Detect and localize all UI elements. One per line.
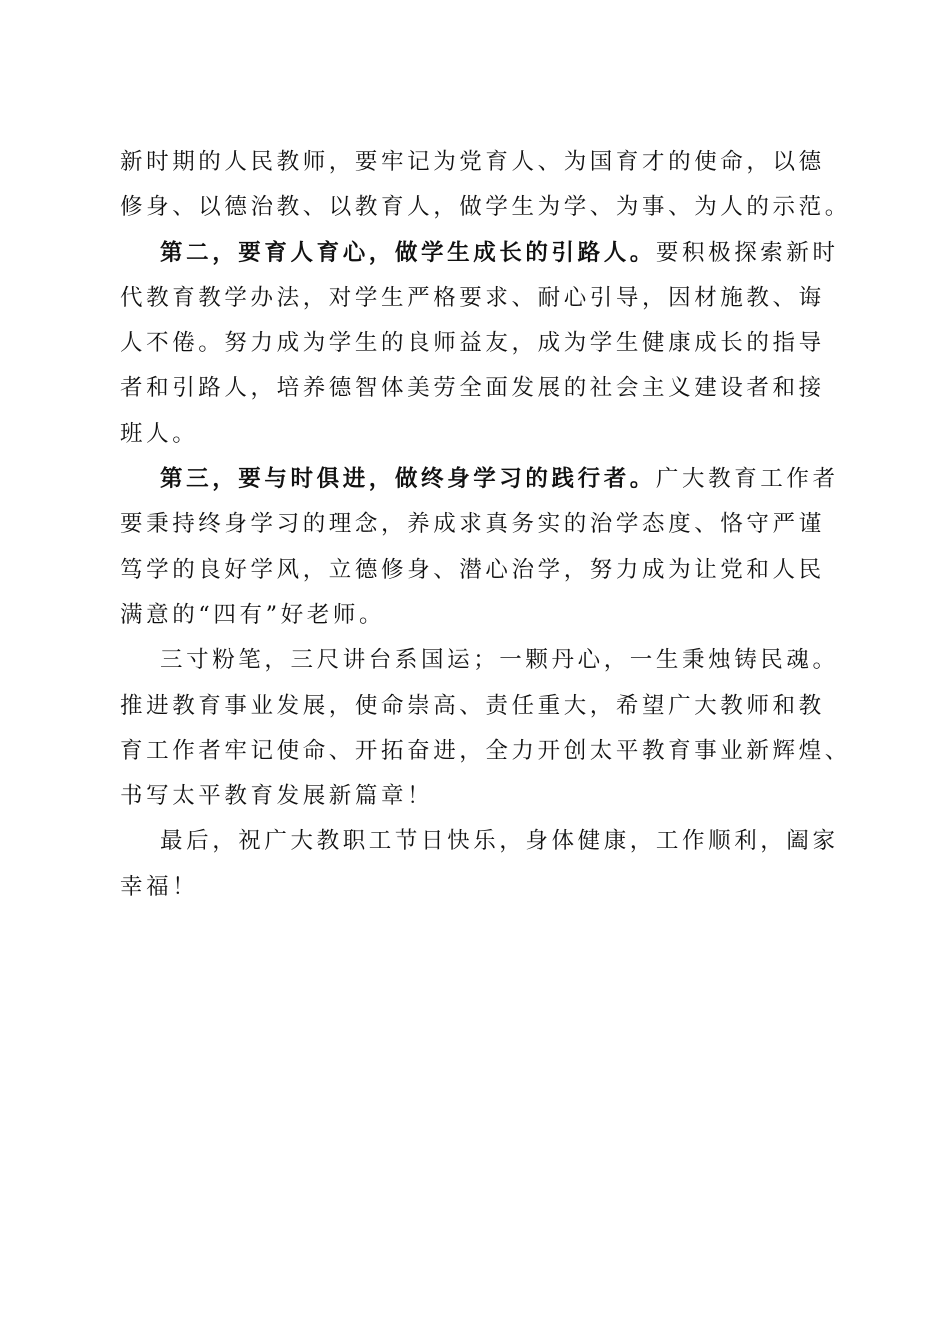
document-body bbox=[120, 140, 851, 910]
text-line: 者和引路人，培养德智体美劳全面发展的社会主义建设者和接 bbox=[120, 375, 825, 402]
text-line: 三寸粉笔，三尺讲台系国运；一颗丹心，一生秉烛铸民魂。 bbox=[160, 647, 839, 674]
third-point-text: 广大教育工作者 bbox=[655, 466, 839, 493]
text-line: 代教育教学办法，对学生严格要求、耐心引导，因材施教、诲 bbox=[120, 284, 825, 311]
text-line: 新时期的人民教师，要牢记为党育人、为国育才的使命，以德 bbox=[120, 149, 825, 175]
text-line: 班人。 bbox=[120, 420, 199, 447]
text-line: 书写太平教育发展新篇章！ bbox=[120, 783, 434, 810]
text-line: 修身、以德治教、以教育人，做学生为学、为事、为人的示范。 bbox=[120, 194, 851, 221]
second-point-text: 要积极探索新时 bbox=[655, 239, 839, 266]
text-line: 最后，祝广大教职工节日快乐，身体健康，工作顺利，阖家 bbox=[160, 828, 839, 855]
text-line: 要秉持终身学习的理念，养成求真务实的治学态度、恪守严谨 bbox=[120, 511, 825, 538]
text-line: 人不倦。努力成为学生的良师益友，成为学生健康成长的指导 bbox=[120, 330, 825, 357]
second-point-heading: 第二，要育人育心，做学生成长的引路人。 bbox=[160, 239, 656, 266]
paragraph-second-point-first-line bbox=[120, 231, 840, 276]
text-line: 幸福！ bbox=[120, 873, 199, 900]
paragraph-third-point-first-line bbox=[120, 457, 840, 502]
text-line: 育工作者牢记使命、开拓奋进，全力开创太平教育事业新辉煌、 bbox=[120, 737, 851, 764]
third-point-heading: 第三，要与时俱进，做终身学习的践行者。 bbox=[160, 466, 656, 493]
text-line: 满意的“四有”好老师。 bbox=[120, 601, 386, 628]
text-line: 笃学的良好学风，立德修身、潜心治学，努力成为让党和人民 bbox=[120, 556, 825, 583]
text-line: 推进教育事业发展，使命崇高、责任重大，希望广大教师和教 bbox=[120, 692, 825, 719]
